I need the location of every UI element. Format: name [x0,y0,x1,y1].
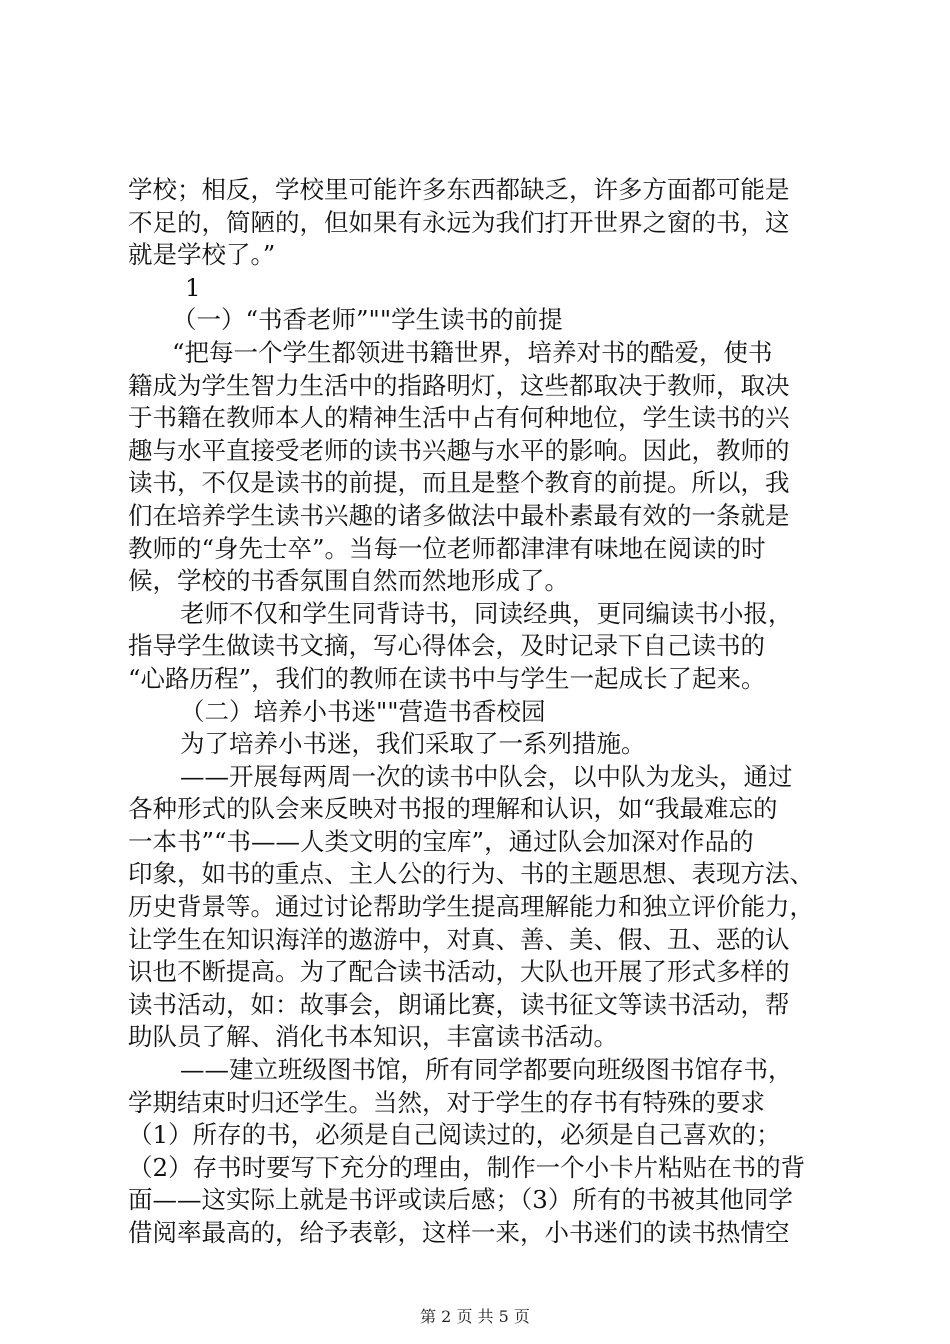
text-line: 们在培养学生读书兴趣的诸多做法中最朴素最有效的一条就是 [128,500,790,530]
text-line: 就是学校了。” [128,240,276,270]
text-line: 学期结束时归还学生。当然，对于学生的存书有特殊的要求 [128,1087,765,1117]
page-footer: 第 2 页 共 5 页 [420,1307,530,1326]
text-line: （2）存书时要写下充分的理由，制作一个小卡片粘贴在书的背 [128,1152,806,1182]
text-line: 于书籍在教师本人的精神生活中占有何种地位，学生读书的兴 [128,403,790,433]
text-line: 为了培养小书迷，我们采取了一系列措施。 [180,729,646,759]
text-line: 1 [185,272,201,302]
text-line: 趣与水平直接受老师的读书兴趣与水平的影响。因此，教师的 [128,435,790,465]
text-line: 学校；相反，学校里可能许多东西都缺乏，许多方面都可能是 [128,175,790,204]
text-line: 一本书”“书——人类文明的宝库”，通过队会加深对作品的 [128,826,754,856]
text-line: （1）所存的书，必须是自己阅读过的，必须是自己喜欢的； [128,1120,781,1150]
document-body [128,174,838,1250]
text-line: （一）“书香老师”""学生读书的前提 [172,305,563,335]
text-line: 不足的，简陋的，但如果有永远为我们打开世界之窗的书，这 [128,207,790,237]
text-line: 籍成为学生智力生活中的指路明灯，这些都取决于教师，取决 [128,370,790,400]
text-line: “心路历程”，我们的教师在读书中与学生一起成长了起来。 [128,663,766,693]
text-line: ——开展每两周一次的读书中队会，以中队为龙头，通过 [180,761,793,791]
text-line: 面——这实际上就是书评或读后感；（3）所有的书被其他同学 [128,1185,793,1215]
text-line: 读书，不仅是读书的前提，而且是整个教育的前提。所以，我 [128,468,790,498]
text-line: 读书活动，如：故事会，朗诵比赛，读书征文等读书活动，帮 [128,989,790,1019]
text-line: 让学生在知识海洋的遨游中，对真、善、美、假、丑、恶的认 [128,924,790,954]
text-line: 各种形式的队会来反映对书报的理解和认识，如“我最难忘的 [128,794,778,824]
text-line: 借阅率最高的，给予表彰，这样一来，小书迷们的读书热情空 [128,1218,790,1247]
text-line: 历史背景等。通过讨论帮助学生提高理解能力和独立评价能力， [128,892,814,922]
text-line: 识也不断提高。为了配合读书活动，大队也开展了形式多样的 [128,957,790,987]
text-line: ——建立班级图书馆，所有同学都要向班级图书馆存书， [180,1055,793,1085]
text-line: 指导学生做读书文摘，写心得体会，及时记录下自己读书的 [128,631,765,661]
text-line: 印象，如书的重点、主人公的行为、书的主题思想、表现方法、 [128,859,814,889]
text-line: 教师的“身先士卒”。当每一位老师都津津有味地在阅读的时 [128,533,766,563]
text-line: 助队员了解、消化书本知识，丰富读书活动。 [128,1022,618,1052]
text-line: 老师不仅和学生同背诗书，同读经典，更同编读书小报， [180,598,793,628]
text-line: “把每一个学生都领进书籍世界，培养对书的酷爱，使书 [172,337,773,367]
text-line: 候，学校的书香氛围自然而然地形成了。 [128,566,569,596]
text-line: （二）培养小书迷""营造书香校园 [180,696,546,726]
